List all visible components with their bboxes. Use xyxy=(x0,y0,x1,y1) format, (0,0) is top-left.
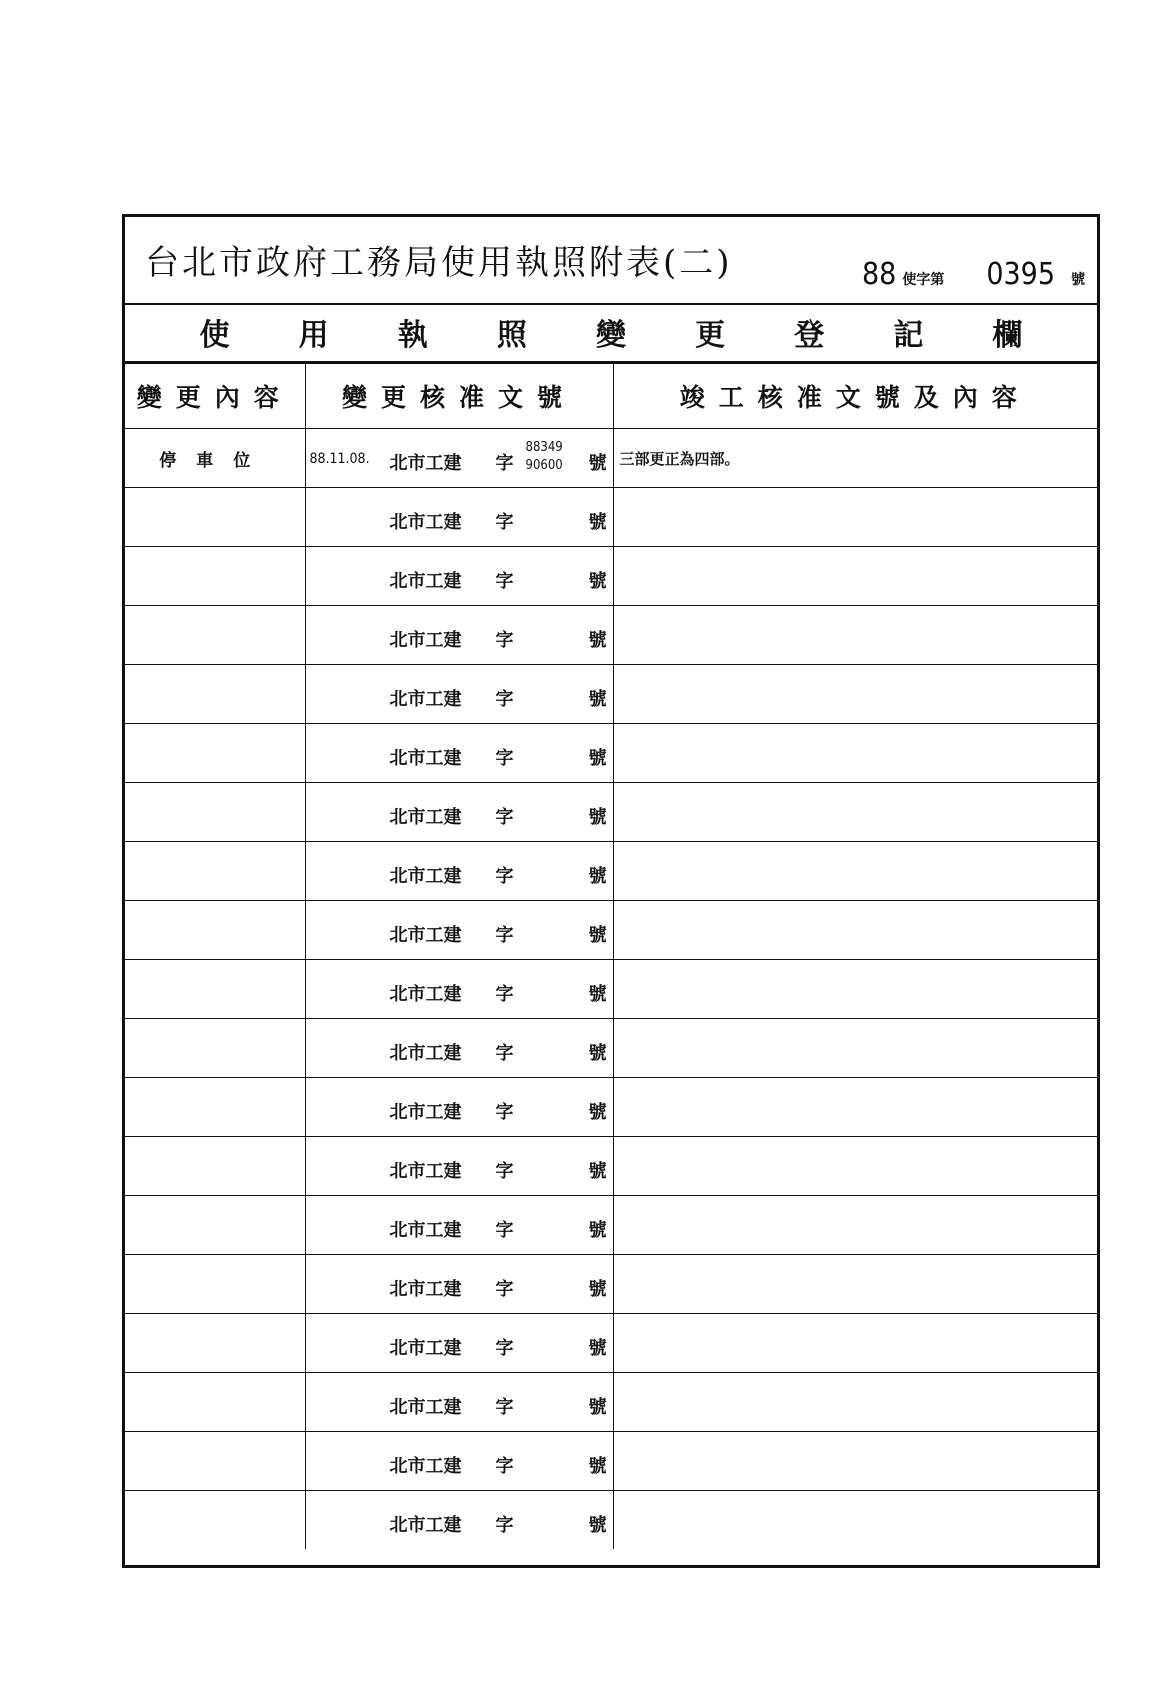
doc-agency: 北市工建 xyxy=(389,925,462,946)
completion-content-cell xyxy=(613,724,1097,783)
doc-suffix: 號 xyxy=(588,453,607,474)
section-char: 欄 xyxy=(992,318,1023,353)
completion-content-cell xyxy=(613,1255,1097,1314)
doc-number-line: 88349 xyxy=(525,440,563,455)
doc-agency: 北市工建 xyxy=(389,1043,462,1064)
col-header-completion: 竣工核准文號及內容 xyxy=(613,364,1097,429)
completion-content-cell xyxy=(613,1432,1097,1491)
change-content-cell xyxy=(125,842,305,901)
doc-char: 字 xyxy=(495,1102,514,1123)
completion-content-cell xyxy=(613,842,1097,901)
doc-agency: 北市工建 xyxy=(389,1279,462,1300)
change-register-table xyxy=(125,363,1097,1549)
permit-number-block xyxy=(862,257,1085,292)
doc-agency: 北市工建 xyxy=(389,807,462,828)
section-char: 使 xyxy=(199,318,230,353)
doc-suffix: 號 xyxy=(588,1161,607,1182)
change-content-cell xyxy=(125,960,305,1019)
change-content-cell: 停車位 xyxy=(125,429,305,488)
section-char: 用 xyxy=(298,318,329,353)
doc-agency: 北市工建 xyxy=(389,984,462,1005)
change-content-cell xyxy=(125,606,305,665)
doc-agency: 北市工建 xyxy=(389,512,462,533)
doc-char: 字 xyxy=(495,453,514,474)
doc-suffix: 號 xyxy=(588,984,607,1005)
approval-doc-cell xyxy=(305,960,613,1019)
doc-char: 字 xyxy=(495,512,514,533)
permit-register-form xyxy=(122,214,1100,1568)
change-content-cell xyxy=(125,1019,305,1078)
section-char: 記 xyxy=(893,318,924,353)
doc-char: 字 xyxy=(495,1220,514,1241)
doc-suffix: 號 xyxy=(588,512,607,533)
doc-suffix: 號 xyxy=(588,1102,607,1123)
section-char: 執 xyxy=(397,318,428,353)
approval-doc-cell xyxy=(305,783,613,842)
doc-number-line: 90600 xyxy=(525,458,563,473)
doc-char: 字 xyxy=(495,1397,514,1418)
doc-agency: 北市工建 xyxy=(389,748,462,769)
completion-content-cell xyxy=(613,1078,1097,1137)
permit-suffix: 號 xyxy=(1071,272,1085,288)
doc-suffix: 號 xyxy=(588,1043,607,1064)
title-row xyxy=(125,217,1097,305)
change-content-cell xyxy=(125,1078,305,1137)
doc-char: 字 xyxy=(495,1338,514,1359)
doc-suffix: 號 xyxy=(588,1279,607,1300)
change-content-cell xyxy=(125,901,305,960)
table-row xyxy=(125,842,1097,901)
change-content-cell xyxy=(125,1255,305,1314)
table-row xyxy=(125,429,1097,488)
doc-agency: 北市工建 xyxy=(389,571,462,592)
completion-content-cell xyxy=(613,547,1097,606)
doc-suffix: 號 xyxy=(588,807,607,828)
change-content-cell xyxy=(125,1314,305,1373)
doc-char: 字 xyxy=(495,866,514,887)
table-row xyxy=(125,1314,1097,1373)
approval-doc-cell xyxy=(305,901,613,960)
doc-char: 字 xyxy=(495,1279,514,1300)
permit-number: 0395 xyxy=(986,257,1055,292)
approval-doc-cell xyxy=(305,1196,613,1255)
doc-suffix: 號 xyxy=(588,1220,607,1241)
table-row xyxy=(125,901,1097,960)
doc-char: 字 xyxy=(495,984,514,1005)
change-content-cell xyxy=(125,1432,305,1491)
permit-label: 使字第 xyxy=(902,272,945,288)
doc-agency: 北市工建 xyxy=(389,1102,462,1123)
change-content-cell xyxy=(125,1491,305,1550)
completion-content-cell xyxy=(613,1373,1097,1432)
section-char: 登 xyxy=(794,318,825,353)
approval-doc-cell xyxy=(305,842,613,901)
change-content-cell xyxy=(125,665,305,724)
completion-content-cell xyxy=(613,606,1097,665)
doc-agency: 北市工建 xyxy=(389,1397,462,1418)
doc-suffix: 號 xyxy=(588,1397,607,1418)
section-char: 照 xyxy=(496,318,527,353)
completion-content-cell xyxy=(613,960,1097,1019)
completion-content-cell xyxy=(613,1019,1097,1078)
section-heading xyxy=(125,303,1097,363)
doc-suffix: 號 xyxy=(588,925,607,946)
doc-numbers xyxy=(526,439,563,475)
completion-content-cell: 三部更正為四部。 xyxy=(613,429,1097,488)
change-content-cell xyxy=(125,724,305,783)
completion-content-cell xyxy=(613,1314,1097,1373)
change-content-cell xyxy=(125,547,305,606)
col-header-approval-doc: 變更核准文號 xyxy=(305,364,613,429)
doc-char: 字 xyxy=(495,1515,514,1536)
doc-suffix: 號 xyxy=(588,689,607,710)
completion-content-cell xyxy=(613,488,1097,547)
completion-content-cell xyxy=(613,1491,1097,1550)
doc-char: 字 xyxy=(495,689,514,710)
table-row xyxy=(125,1373,1097,1432)
section-char: 更 xyxy=(695,318,726,353)
approval-doc-cell xyxy=(305,488,613,547)
section-char: 變 xyxy=(595,318,626,353)
approval-doc-cell xyxy=(305,724,613,783)
table-row xyxy=(125,488,1097,547)
doc-suffix: 號 xyxy=(588,1338,607,1359)
approval-doc-cell xyxy=(305,547,613,606)
doc-suffix: 號 xyxy=(588,1515,607,1536)
approval-doc-cell xyxy=(305,1373,613,1432)
completion-content-cell xyxy=(613,901,1097,960)
doc-agency: 北市工建 xyxy=(389,866,462,887)
approval-doc-cell xyxy=(305,1255,613,1314)
doc-agency: 北市工建 xyxy=(389,453,462,474)
doc-char: 字 xyxy=(495,630,514,651)
completion-content-cell xyxy=(613,665,1097,724)
approval-doc-cell xyxy=(305,1491,613,1550)
doc-char: 字 xyxy=(495,1043,514,1064)
doc-char: 字 xyxy=(495,1161,514,1182)
table-row xyxy=(125,1432,1097,1491)
completion-content-cell xyxy=(613,1196,1097,1255)
doc-agency: 北市工建 xyxy=(389,1456,462,1477)
form-title: 台北市政府工務局使用執照附表(二) xyxy=(145,243,733,283)
table-row xyxy=(125,547,1097,606)
table-row xyxy=(125,1196,1097,1255)
doc-agency: 北市工建 xyxy=(389,1220,462,1241)
table-row xyxy=(125,1019,1097,1078)
table-row xyxy=(125,960,1097,1019)
table-row xyxy=(125,1078,1097,1137)
col-header-change-content: 變更內容 xyxy=(125,364,305,429)
doc-suffix: 號 xyxy=(588,571,607,592)
table-row xyxy=(125,606,1097,665)
approval-doc-cell xyxy=(305,606,613,665)
approval-doc-cell xyxy=(305,665,613,724)
approval-doc-cell xyxy=(305,429,613,488)
approval-doc-cell xyxy=(305,1314,613,1373)
table-row xyxy=(125,783,1097,842)
doc-agency: 北市工建 xyxy=(389,689,462,710)
table-row xyxy=(125,724,1097,783)
change-content-cell xyxy=(125,1196,305,1255)
approval-doc-cell xyxy=(305,1137,613,1196)
table-row xyxy=(125,665,1097,724)
change-content-cell xyxy=(125,783,305,842)
doc-char: 字 xyxy=(495,1456,514,1477)
doc-suffix: 號 xyxy=(588,1456,607,1477)
doc-suffix: 號 xyxy=(588,630,607,651)
change-content-cell xyxy=(125,1137,305,1196)
doc-agency: 北市工建 xyxy=(389,1515,462,1536)
doc-char: 字 xyxy=(495,571,514,592)
table-row xyxy=(125,1137,1097,1196)
column-header-row xyxy=(125,364,1097,429)
completion-content-cell xyxy=(613,783,1097,842)
change-content-cell xyxy=(125,488,305,547)
doc-char: 字 xyxy=(495,807,514,828)
approval-doc-cell xyxy=(305,1019,613,1078)
permit-year: 88 xyxy=(861,257,897,292)
doc-agency: 北市工建 xyxy=(389,1161,462,1182)
doc-suffix: 號 xyxy=(588,748,607,769)
approval-doc-cell xyxy=(305,1078,613,1137)
completion-content-cell xyxy=(613,1137,1097,1196)
doc-suffix: 號 xyxy=(588,866,607,887)
doc-agency: 北市工建 xyxy=(389,630,462,651)
doc-char: 字 xyxy=(495,748,514,769)
table-row xyxy=(125,1255,1097,1314)
doc-agency: 北市工建 xyxy=(389,1338,462,1359)
doc-date: 88.11.08. xyxy=(309,451,370,467)
approval-doc-cell xyxy=(305,1432,613,1491)
doc-char: 字 xyxy=(495,925,514,946)
change-content-cell xyxy=(125,1373,305,1432)
table-row xyxy=(125,1491,1097,1550)
